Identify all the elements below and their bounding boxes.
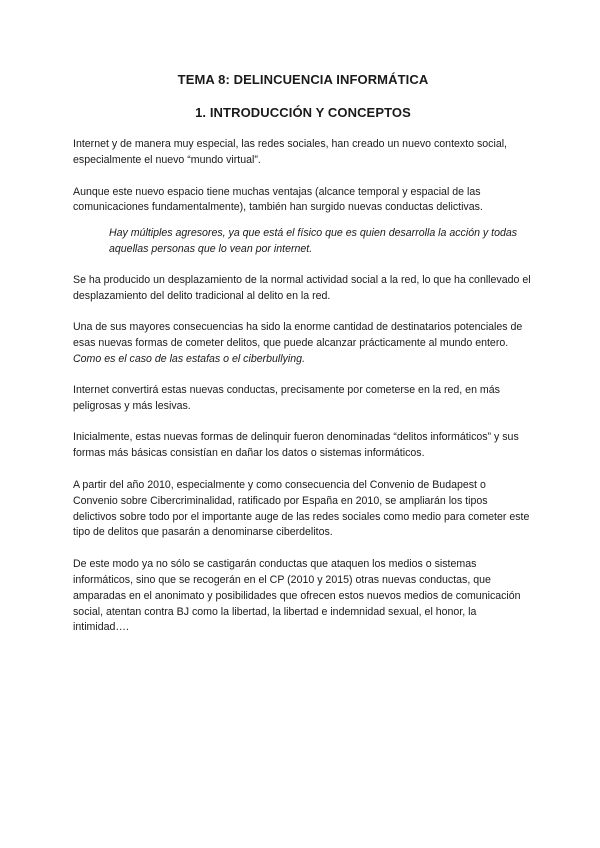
paragraph-conclusion: De este modo ya no sólo se castigarán conductas que ataquen los medios o sistemas informáticos, sino que se recogerán en el CP (2010 y 2015) otras nuevas conductas, que amparadas en el anonimato y posibilidades que ofrecen estos nuevos medios de comunicación social, atentan contra BJ como la libertad, la libertad e indemnidad sexual, el honor, la intimidad….	[73, 558, 521, 634]
quote-aggressors: Hay múltiples agresores, ya que está el físico que es quien desarrolla la acción y todas aquellas personas que lo vean por internet.	[109, 227, 518, 255]
paragraph-advantages: Aunque este nuevo espacio tiene muchas ventajas (alcance temporal y espacial de las comunicaciones fundamentalmente), también han surgido nuevas conductas delictivas.	[73, 185, 483, 214]
paragraph-consequences	[73, 320, 533, 367]
document-page	[73, 72, 533, 652]
paragraph-intro: Internet y de manera muy especial, las redes sociales, han creado un nuevo contexto social, especialmente el nuevo “mundo virtual”.	[73, 138, 508, 166]
paragraph-consequences-example: Como es el caso de las estafas o el ciberbullying.	[73, 352, 306, 365]
paragraph-budapest: A partir del año 2010, especialmente y como consecuencia del Convenio de Budapest o Convenio sobre Cibercriminalidad, ratificado por España en 2010, se ampliarán los tipos delictivos sobre todo por el importante auge de las redes sociales como medio para cometer este tipo de delitos que pasarán a denominarse ciberdelitos.	[73, 478, 530, 539]
section-title: 1. INTRODUCCIÓN Y CONCEPTOS	[195, 105, 411, 120]
paragraph-initially: Inicialmente, estas nuevas formas de delinquir fueron denominadas “delitos informáticos” y sus formas más básicas consistían en dañar los datos o sistemas informáticos.	[73, 431, 519, 460]
paragraph-dangerous: Internet convertirá estas nuevas conductas, precisamente por cometerse en la red, en más peligrosas y más lesivas.	[73, 383, 500, 412]
paragraph-consequences-text: Una de sus mayores consecuencias ha sido la enorme cantidad de destinatarios potenciales de esas nuevas formas de cometer delitos, que puede alcanzar prácticamente al mundo entero.	[73, 321, 523, 350]
paragraph-displacement: Se ha producido un desplazamiento de la normal actividad social a la red, lo que ha conllevado el desplazamiento del delito tradicional al delito en la red.	[73, 273, 531, 302]
document-title: TEMA 8: DELINCUENCIA INFORMÁTICA	[177, 72, 429, 87]
